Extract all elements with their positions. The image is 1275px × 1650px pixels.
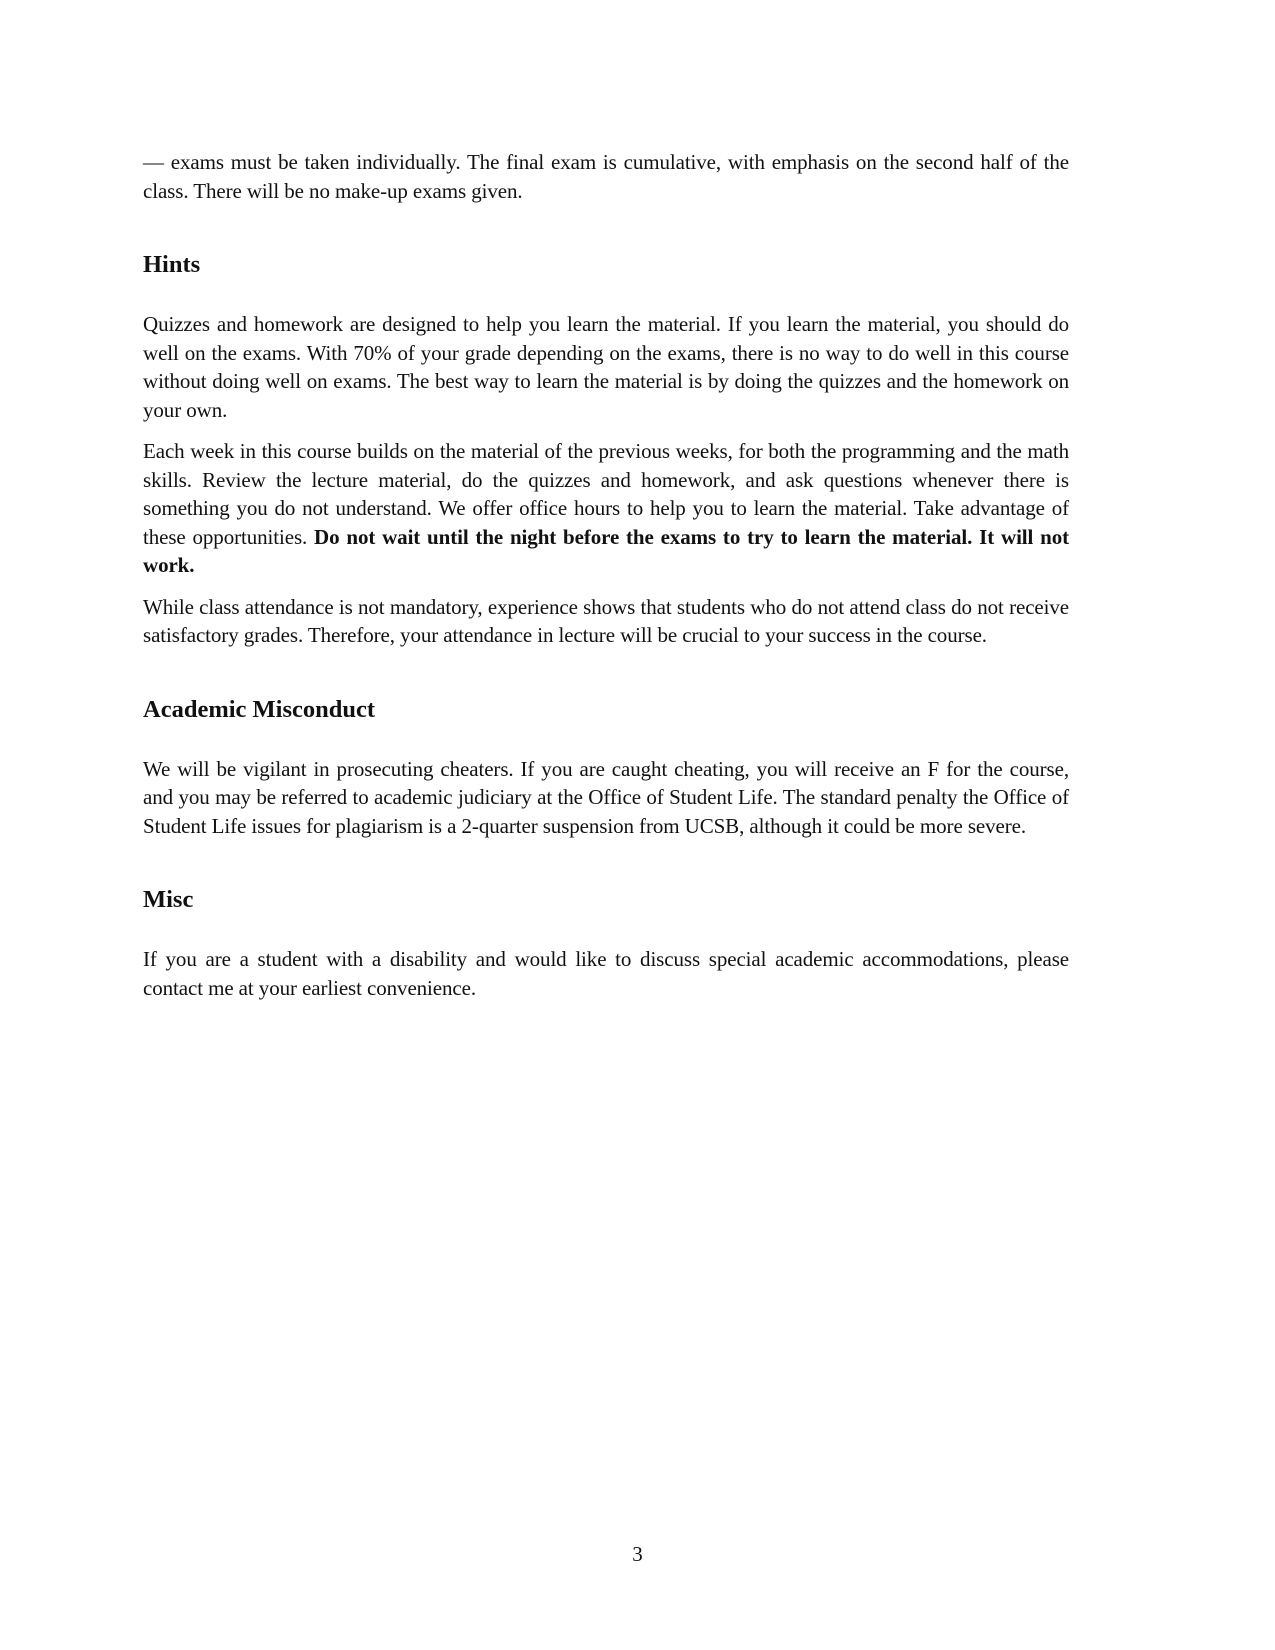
page-number: 3 xyxy=(632,1542,643,1566)
hints-paragraph-1: Quizzes and homework are designed to help you learn the material. If you learn the material, you should do well on the exams. With 70% of your grade depending on the exams, there is no way to do well in this course without doing well on exams. The best way to learn the material is by doing the quizzes and the homework on your own. xyxy=(143,312,1069,422)
hints-paragraph-3: While class attendance is not mandatory, experience shows that students who do not attend class do not receive satisfactory grades. Therefore, your attendance in lecture will be crucial to your success in the course. xyxy=(143,594,1069,647)
section-heading-hints: Hints xyxy=(143,251,201,278)
section-heading-misc: Misc xyxy=(143,886,194,913)
misc-paragraph: If you are a student with a disability and would like to discuss special academic accommodations, please contact me at your earliest convenience. xyxy=(143,947,1069,1000)
academic-misconduct-paragraph: We will be vigilant in prosecuting cheaters. If you are caught cheating, you will receive an F for the course, and you may be referred to academic judiciary at the Office of Student Life. The standard penalty the Office of Student Life issues for plagiarism is a 2-quarter suspension from UCSB, although it could be more severe. xyxy=(143,756,1069,838)
hints-paragraph-2-text: Each week in this course builds on the material of the previous weeks, for both the programming and the math skills. Review the lecture material, do the quizzes and homework, and ask questions whenever there is something you do not understand. We offer office hours to help you to learn the material. Take advantage of these opportunities. xyxy=(143,439,1069,549)
intro-paragraph: — exams must be taken individually. The final exam is cumulative, with emphasis on the second half of the class. There will be no make-up exams given. xyxy=(143,150,1069,203)
hints-paragraph-2-warning-bold: Do not wait until the night before the exams to try to learn the material. It will not work. xyxy=(143,524,1070,577)
hints-paragraph-2 xyxy=(143,437,1069,580)
section-heading-academic-misconduct: Academic Misconduct xyxy=(143,695,376,723)
